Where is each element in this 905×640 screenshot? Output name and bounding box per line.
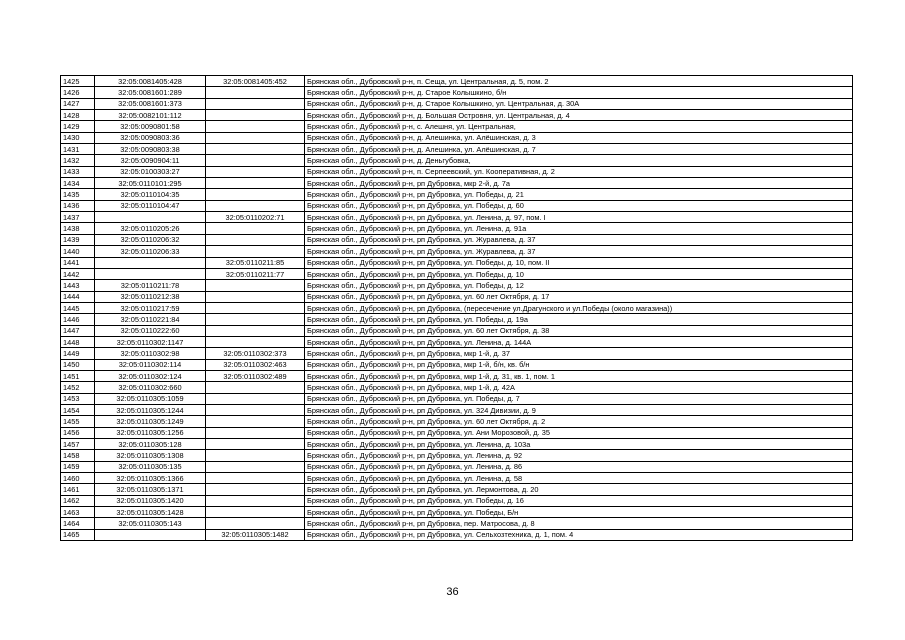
row-number-cell: 1440	[61, 246, 95, 257]
cadastral-number-cell: 32:05:0110217:59	[95, 302, 206, 313]
table-row	[61, 121, 853, 132]
premises-cadastral-number-cell	[206, 144, 305, 155]
row-number-cell: 1464	[61, 518, 95, 529]
address-cell: Брянская обл., Дубровский р-н, д. Алешинка, ул. Алёшинская, д. 3	[305, 132, 853, 143]
row-number-cell: 1458	[61, 450, 95, 461]
premises-cadastral-number-cell	[206, 246, 305, 257]
address-cell: Брянская обл., Дубровский р-н, с. Алешня, ул. Центральная,	[305, 121, 853, 132]
address-cell: Брянская обл., Дубровский р-н, рп Дубровка, ул. Сельхозтехника, д. 1, пом. 4	[305, 529, 853, 540]
row-number-cell: 1426	[61, 87, 95, 98]
table-row	[61, 325, 853, 336]
row-number-cell: 1433	[61, 166, 95, 177]
address-cell: Брянская обл., Дубровский р-н, рп Дубровка, ул. Журавлева, д. 37	[305, 246, 853, 257]
row-number-cell: 1456	[61, 427, 95, 438]
premises-cadastral-number-cell	[206, 382, 305, 393]
cadastral-number-cell: 32:05:0081601:289	[95, 87, 206, 98]
address-cell: Брянская обл., Дубровский р-н, д. Старое Колышкино, ул. Центральная, д. 30А	[305, 98, 853, 109]
address-cell: Брянская обл., Дубровский р-н, п. Серпеевский, ул. Кооперативная, д. 2	[305, 166, 853, 177]
table-row	[61, 416, 853, 427]
row-number-cell: 1445	[61, 302, 95, 313]
address-cell: Брянская обл., Дубровский р-н, д. Старое Колышкино, б/н	[305, 87, 853, 98]
cadastral-number-cell: 32:05:0110212:38	[95, 291, 206, 302]
table-row	[61, 110, 853, 121]
cadastral-number-cell: 32:05:0110302:114	[95, 359, 206, 370]
premises-cadastral-number-cell	[206, 461, 305, 472]
table-row	[61, 370, 853, 381]
cadastral-number-cell	[95, 212, 206, 223]
address-cell: Брянская обл., Дубровский р-н, рп Дубровка, ул. Журавлева, д. 37	[305, 234, 853, 245]
row-number-cell: 1454	[61, 404, 95, 415]
cadastral-number-cell: 32:05:0110305:1244	[95, 404, 206, 415]
row-number-cell: 1449	[61, 348, 95, 359]
table-row	[61, 484, 853, 495]
row-number-cell: 1435	[61, 189, 95, 200]
row-number-cell: 1453	[61, 393, 95, 404]
table-row	[61, 98, 853, 109]
table-row	[61, 450, 853, 461]
premises-cadastral-number-cell: 32:05:0110305:1482	[206, 529, 305, 540]
row-number-cell: 1438	[61, 223, 95, 234]
address-cell: Брянская обл., Дубровский р-н, рп Дубровка, ул. Ани Морозовой, д. 35	[305, 427, 853, 438]
table-row	[61, 212, 853, 223]
cadastral-number-cell: 32:05:0110302:660	[95, 382, 206, 393]
row-number-cell: 1425	[61, 76, 95, 87]
table-row	[61, 359, 853, 370]
table-row	[61, 155, 853, 166]
cadastral-number-cell	[95, 268, 206, 279]
row-number-cell: 1434	[61, 178, 95, 189]
cadastral-number-cell: 32:05:0100303:27	[95, 166, 206, 177]
table-row	[61, 132, 853, 143]
address-cell: Брянская обл., Дубровский р-н, рп Дубровка, ул. Ленина, д. 91а	[305, 223, 853, 234]
cadastral-number-cell: 32:05:0090904:11	[95, 155, 206, 166]
address-cell: Брянская обл., Дубровский р-н, п. Сеща, ул. Центральная, д. 5, пом. 2	[305, 76, 853, 87]
cadastral-number-cell: 32:05:0081601:373	[95, 98, 206, 109]
address-cell: Брянская обл., Дубровский р-н, рп Дубровка, мкр 1-й, д. 37	[305, 348, 853, 359]
address-cell: Брянская обл., Дубровский р-н, рп Дубровка, ул. Ленина, д. 103а	[305, 439, 853, 450]
cadastral-number-cell: 32:05:0110305:143	[95, 518, 206, 529]
premises-cadastral-number-cell	[206, 473, 305, 484]
premises-cadastral-number-cell: 32:05:0110202:71	[206, 212, 305, 223]
premises-cadastral-number-cell: 32:05:0110302:463	[206, 359, 305, 370]
address-cell: Брянская обл., Дубровский р-н, рп Дубровка, ул. Победы, Б/н	[305, 507, 853, 518]
table-row	[61, 234, 853, 245]
table-row	[61, 336, 853, 347]
premises-cadastral-number-cell	[206, 200, 305, 211]
address-cell: Брянская обл., Дубровский р-н, рп Дубровка, мкр 1-й, б/н, кв. б/н	[305, 359, 853, 370]
premises-cadastral-number-cell	[206, 234, 305, 245]
address-cell: Брянская обл., Дубровский р-н, рп Дубровка, ул. Победы, д. 7	[305, 393, 853, 404]
row-number-cell: 1429	[61, 121, 95, 132]
cadastral-number-cell: 32:05:0081405:428	[95, 76, 206, 87]
premises-cadastral-number-cell: 32:05:0110302:373	[206, 348, 305, 359]
premises-cadastral-number-cell	[206, 325, 305, 336]
table-row	[61, 473, 853, 484]
premises-cadastral-number-cell	[206, 393, 305, 404]
address-cell: Брянская обл., Дубровский р-н, рп Дубровка, мкр 1-й, д. 42А	[305, 382, 853, 393]
address-cell: Брянская обл., Дубровский р-н, д. Большая Островня, ул. Центральная, д. 4	[305, 110, 853, 121]
cadastral-number-cell: 32:05:0110302:1147	[95, 336, 206, 347]
table-row	[61, 314, 853, 325]
table-row	[61, 461, 853, 472]
cadastral-number-cell: 32:05:0090801:58	[95, 121, 206, 132]
table-row	[61, 166, 853, 177]
table-row	[61, 393, 853, 404]
table-row	[61, 404, 853, 415]
premises-cadastral-number-cell	[206, 280, 305, 291]
cadastral-number-cell: 32:05:0110305:1059	[95, 393, 206, 404]
table-row	[61, 529, 853, 540]
cadastral-number-cell: 32:05:0110302:124	[95, 370, 206, 381]
cadastral-number-cell: 32:05:0110211:78	[95, 280, 206, 291]
cadastral-number-cell: 32:05:0110305:1371	[95, 484, 206, 495]
address-cell: Брянская обл., Дубровский р-н, рп Дубровка, ул. 60 лет Октября, д. 2	[305, 416, 853, 427]
address-cell: Брянская обл., Дубровский р-н, рп Дубровка, ул. Ленина, д. 86	[305, 461, 853, 472]
table-row	[61, 189, 853, 200]
property-register-body	[61, 76, 853, 541]
cadastral-number-cell: 32:05:0110104:35	[95, 189, 206, 200]
cadastral-number-cell: 32:05:0090803:36	[95, 132, 206, 143]
table-row	[61, 348, 853, 359]
row-number-cell: 1442	[61, 268, 95, 279]
row-number-cell: 1437	[61, 212, 95, 223]
cadastral-number-cell: 32:05:0110305:1308	[95, 450, 206, 461]
address-cell: Брянская обл., Дубровский р-н, рп Дубровка, ул. Ленина, д. 92	[305, 450, 853, 461]
address-cell: Брянская обл., Дубровский р-н, д. Деньгубовка,	[305, 155, 853, 166]
table-row	[61, 382, 853, 393]
cadastral-number-cell: 32:05:0082101:112	[95, 110, 206, 121]
table-row	[61, 87, 853, 98]
row-number-cell: 1450	[61, 359, 95, 370]
row-number-cell: 1427	[61, 98, 95, 109]
address-cell: Брянская обл., Дубровский р-н, рп Дубровка, мкр 1-й, д. 31, кв. 1, пом. 1	[305, 370, 853, 381]
table-row	[61, 76, 853, 87]
premises-cadastral-number-cell	[206, 223, 305, 234]
premises-cadastral-number-cell	[206, 404, 305, 415]
address-cell: Брянская обл., Дубровский р-н, рп Дубровка, мкр 2-й, д. 7а	[305, 178, 853, 189]
row-number-cell: 1459	[61, 461, 95, 472]
address-cell: Брянская обл., Дубровский р-н, рп Дубровка, пер. Матросова, д. 8	[305, 518, 853, 529]
table-row	[61, 268, 853, 279]
row-number-cell: 1447	[61, 325, 95, 336]
cadastral-number-cell: 32:05:0110206:32	[95, 234, 206, 245]
address-cell: Брянская обл., Дубровский р-н, д. Алешинка, ул. Алёшинская, д. 7	[305, 144, 853, 155]
premises-cadastral-number-cell	[206, 427, 305, 438]
cadastral-number-cell: 32:05:0110205:26	[95, 223, 206, 234]
address-cell: Брянская обл., Дубровский р-н, рп Дубровка, ул. Победы, д. 10, пом. II	[305, 257, 853, 268]
table-row	[61, 223, 853, 234]
row-number-cell: 1441	[61, 257, 95, 268]
premises-cadastral-number-cell	[206, 439, 305, 450]
cadastral-number-cell: 32:05:0110305:1366	[95, 473, 206, 484]
cadastral-number-cell: 32:05:0110222:60	[95, 325, 206, 336]
table-row	[61, 200, 853, 211]
row-number-cell: 1452	[61, 382, 95, 393]
premises-cadastral-number-cell	[206, 178, 305, 189]
cadastral-number-cell	[95, 529, 206, 540]
premises-cadastral-number-cell	[206, 132, 305, 143]
table-row	[61, 144, 853, 155]
table-row	[61, 439, 853, 450]
address-cell: Брянская обл., Дубровский р-н, рп Дубровка, ул. Победы, д. 21	[305, 189, 853, 200]
premises-cadastral-number-cell	[206, 495, 305, 506]
row-number-cell: 1455	[61, 416, 95, 427]
cadastral-number-cell: 32:05:0110305:1256	[95, 427, 206, 438]
cadastral-number-cell: 32:05:0110221:84	[95, 314, 206, 325]
address-cell: Брянская обл., Дубровский р-н, рп Дубровка, ул. Победы, д. 10	[305, 268, 853, 279]
premises-cadastral-number-cell: 32:05:0110211:77	[206, 268, 305, 279]
row-number-cell: 1460	[61, 473, 95, 484]
row-number-cell: 1431	[61, 144, 95, 155]
row-number-cell: 1436	[61, 200, 95, 211]
premises-cadastral-number-cell	[206, 314, 305, 325]
table-row	[61, 427, 853, 438]
table-row	[61, 518, 853, 529]
table-row	[61, 302, 853, 313]
premises-cadastral-number-cell	[206, 110, 305, 121]
premises-cadastral-number-cell	[206, 98, 305, 109]
cadastral-number-cell: 32:05:0110305:1420	[95, 495, 206, 506]
cadastral-number-cell: 32:05:0110101:295	[95, 178, 206, 189]
address-cell: Брянская обл., Дубровский р-н, рп Дубровка, ул. Победы, д. 60	[305, 200, 853, 211]
row-number-cell: 1443	[61, 280, 95, 291]
table-row	[61, 178, 853, 189]
page-number: 36	[446, 586, 459, 598]
table-row	[61, 507, 853, 518]
row-number-cell: 1462	[61, 495, 95, 506]
row-number-cell: 1439	[61, 234, 95, 245]
premises-cadastral-number-cell	[206, 336, 305, 347]
cadastral-number-cell: 32:05:0110305:1428	[95, 507, 206, 518]
address-cell: Брянская обл., Дубровский р-н, рп Дубровка, ул. Ленина, д. 58	[305, 473, 853, 484]
cadastral-number-cell: 32:05:0110206:33	[95, 246, 206, 257]
premises-cadastral-number-cell	[206, 450, 305, 461]
premises-cadastral-number-cell	[206, 87, 305, 98]
cadastral-number-cell: 32:05:0110104:47	[95, 200, 206, 211]
row-number-cell: 1451	[61, 370, 95, 381]
cadastral-number-cell: 32:05:0090803:38	[95, 144, 206, 155]
premises-cadastral-number-cell	[206, 416, 305, 427]
premises-cadastral-number-cell	[206, 484, 305, 495]
row-number-cell: 1463	[61, 507, 95, 518]
cadastral-number-cell: 32:05:0110305:128	[95, 439, 206, 450]
row-number-cell: 1446	[61, 314, 95, 325]
premises-cadastral-number-cell	[206, 291, 305, 302]
cadastral-number-cell: 32:05:0110302:98	[95, 348, 206, 359]
table-row	[61, 257, 853, 268]
premises-cadastral-number-cell	[206, 518, 305, 529]
address-cell: Брянская обл., Дубровский р-н, рп Дубровка, ул. Победы, д. 16	[305, 495, 853, 506]
cadastral-number-cell	[95, 257, 206, 268]
row-number-cell: 1461	[61, 484, 95, 495]
address-cell: Брянская обл., Дубровский р-н, рп Дубровка, ул. Лермонтова, д. 20	[305, 484, 853, 495]
row-number-cell: 1428	[61, 110, 95, 121]
row-number-cell: 1448	[61, 336, 95, 347]
address-cell: Брянская обл., Дубровский р-н, рп Дубровка, ул. 60 лет Октября, д. 17	[305, 291, 853, 302]
property-register-table	[60, 75, 853, 541]
address-cell: Брянская обл., Дубровский р-н, рп Дубровка, ул. Победы, д. 12	[305, 280, 853, 291]
table-row	[61, 280, 853, 291]
row-number-cell: 1465	[61, 529, 95, 540]
premises-cadastral-number-cell	[206, 155, 305, 166]
row-number-cell: 1457	[61, 439, 95, 450]
premises-cadastral-number-cell	[206, 166, 305, 177]
premises-cadastral-number-cell	[206, 507, 305, 518]
cadastral-number-cell: 32:05:0110305:135	[95, 461, 206, 472]
address-cell: Брянская обл., Дубровский р-н, рп Дубровка, (пересечение ул.Драгунского и ул.Победы (около магазина))	[305, 302, 853, 313]
premises-cadastral-number-cell: 32:05:0110211:85	[206, 257, 305, 268]
premises-cadastral-number-cell	[206, 121, 305, 132]
premises-cadastral-number-cell: 32:05:0081405:452	[206, 76, 305, 87]
table-row	[61, 246, 853, 257]
table-row	[61, 495, 853, 506]
row-number-cell: 1444	[61, 291, 95, 302]
address-cell: Брянская обл., Дубровский р-н, рп Дубровка, ул. 60 лет Октября, д. 38	[305, 325, 853, 336]
address-cell: Брянская обл., Дубровский р-н, рп Дубровка, ул. 324 Дивизии, д. 9	[305, 404, 853, 415]
address-cell: Брянская обл., Дубровский р-н, рп Дубровка, ул. Победы, д. 19а	[305, 314, 853, 325]
premises-cadastral-number-cell	[206, 189, 305, 200]
premises-cadastral-number-cell: 32:05:0110302:489	[206, 370, 305, 381]
cadastral-number-cell: 32:05:0110305:1249	[95, 416, 206, 427]
table-row	[61, 291, 853, 302]
address-cell: Брянская обл., Дубровский р-н, рп Дубровка, ул. Ленина, д. 97, пом. I	[305, 212, 853, 223]
row-number-cell: 1432	[61, 155, 95, 166]
address-cell: Брянская обл., Дубровский р-н, рп Дубровка, ул. Ленина, д. 144А	[305, 336, 853, 347]
premises-cadastral-number-cell	[206, 302, 305, 313]
row-number-cell: 1430	[61, 132, 95, 143]
